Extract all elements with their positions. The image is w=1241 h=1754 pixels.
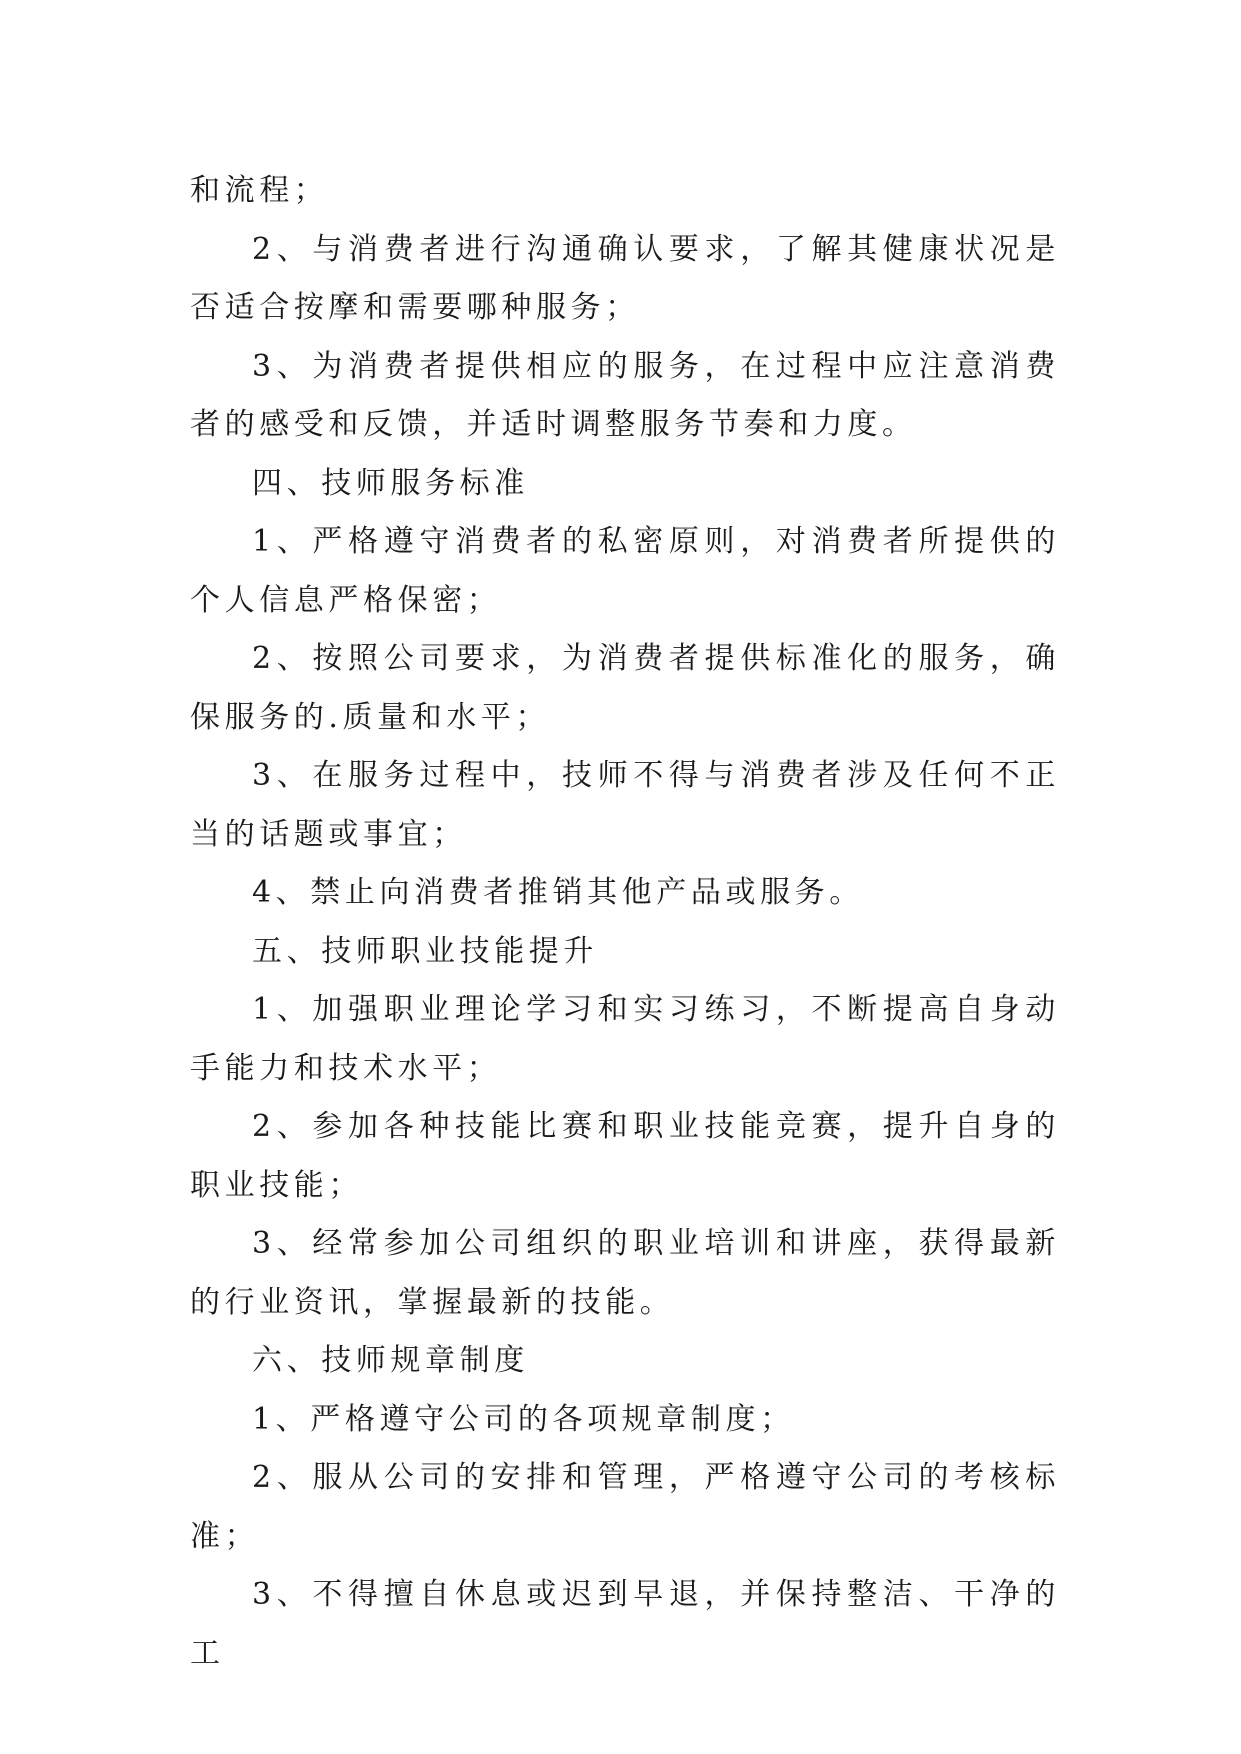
paragraph-item: 3、为消费者提供相应的服务，在过程中应注意消费者的感受和反馈，并适时调整服务节奏和力度。 bbox=[190, 348, 1060, 442]
paragraph-item: 3、不得擅自休息或迟到早退，并保持整洁、干净的工 bbox=[190, 1577, 1060, 1671]
section-heading-5: 五、技师职业技能提升 bbox=[252, 933, 598, 969]
paragraph-item: 2、按照公司要求，为消费者提供标准化的服务，确保服务的.质量和水平； bbox=[190, 641, 1060, 735]
paragraph-item: 2、参加各种技能比赛和职业技能竞赛，提升自身的职业技能； bbox=[190, 1109, 1060, 1203]
paragraph-item: 1、严格遵守公司的各项规章制度； bbox=[252, 1401, 795, 1437]
document-body bbox=[190, 162, 1060, 1683]
paragraph-item: 1、加强职业理论学习和实习练习，不断提高自身动手能力和技术水平； bbox=[190, 992, 1060, 1086]
paragraph-item: 2、与消费者进行沟通确认要求，了解其健康状况是否适合按摩和需要哪种服务； bbox=[190, 231, 1060, 325]
paragraph-continuation: 和流程； bbox=[190, 173, 329, 208]
section-heading-6: 六、技师规章制度 bbox=[252, 1343, 529, 1378]
paragraph-item: 3、经常参加公司组织的职业培训和讲座，获得最新的行业资讯，掌握最新的技能。 bbox=[190, 1226, 1060, 1320]
paragraph-item: 1、严格遵守消费者的私密原则，对消费者所提供的个人信息严格保密； bbox=[190, 524, 1060, 618]
paragraph-item: 4、禁止向消费者推销其他产品或服务。 bbox=[252, 875, 864, 910]
paragraph-item: 3、在服务过程中，技师不得与消费者涉及任何不正当的话题或事宜； bbox=[190, 758, 1060, 852]
section-heading-4: 四、技师服务标准 bbox=[252, 465, 529, 501]
paragraph-item: 2、服从公司的安排和管理，严格遵守公司的考核标准； bbox=[190, 1460, 1060, 1554]
